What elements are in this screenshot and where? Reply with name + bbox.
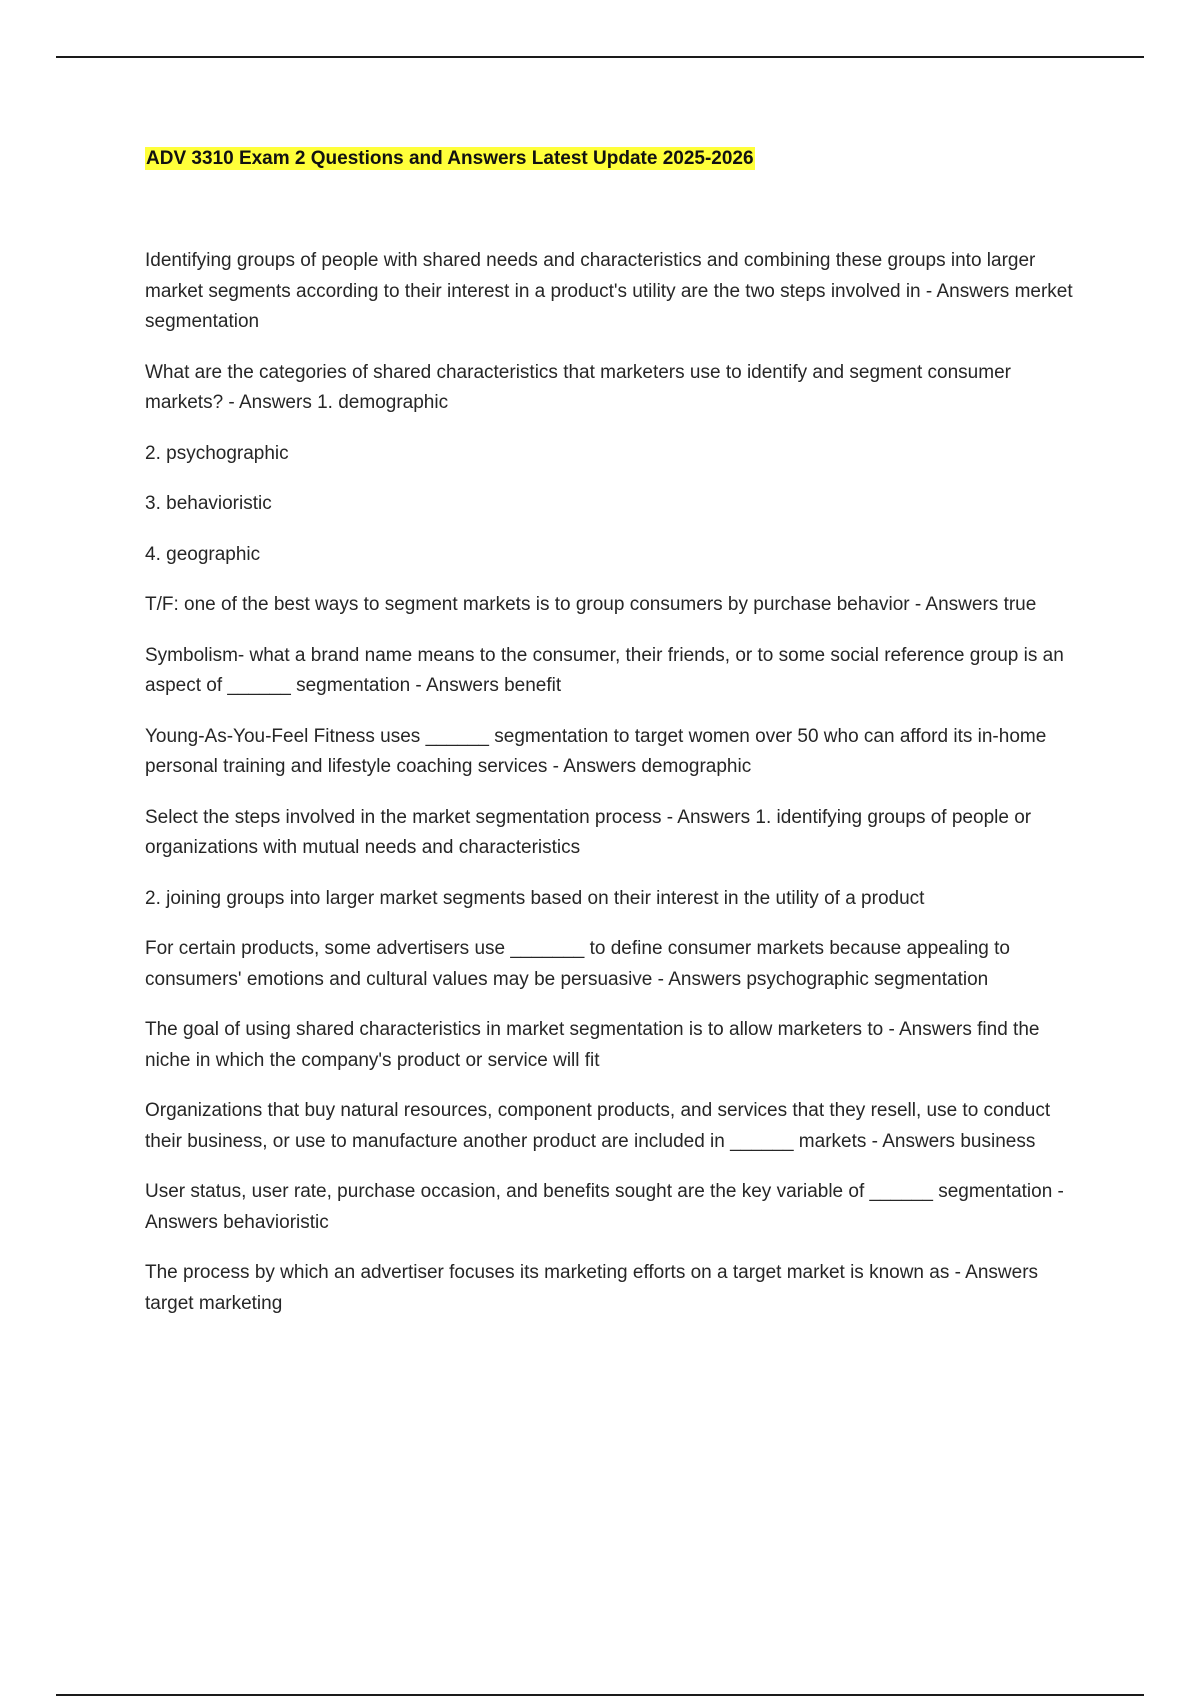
- paragraph: User status, user rate, purchase occasion, and benefits sought are the key variable of ______ segmentation - Answers behavioristic: [145, 1181, 1064, 1233]
- paragraph: T/F: one of the best ways to segment markets is to group consumers by purchase behavior - Answers true: [145, 594, 1037, 615]
- bottom-rule: [56, 1694, 1144, 1696]
- paragraph: 4. geographic: [145, 543, 261, 565]
- document-title: [145, 146, 755, 172]
- document-body: [145, 246, 1085, 1339]
- paragraph: 2. psychographic: [145, 442, 289, 464]
- paragraph: Young-As-You-Feel Fitness uses ______ segmentation to target women over 50 who can afford its in-home personal training and lifestyle coaching services - Answers demographic: [145, 725, 1047, 777]
- top-rule: [56, 56, 1144, 58]
- paragraph: The goal of using shared characteristics in market segmentation is to allow marketers to - Answers find the niche in which the company's product or service will fit: [145, 1019, 1040, 1071]
- paragraph: Identifying groups of people with shared needs and characteristics and combining these groups into larger market segments according to their interest in a product's utility are the two steps involved in - Answers merket segmentation: [145, 250, 1073, 332]
- paragraph: For certain products, some advertisers use _______ to define consumer markets because appealing to consumers' emotions and cultural values may be persuasive - Answers psychographic segmentation: [145, 938, 1010, 990]
- paragraph: Symbolism- what a brand name means to the consumer, their friends, or to some social reference group is an aspect of ______ segmentation - Answers benefit: [145, 644, 1064, 696]
- paragraph: 3. behavioristic: [145, 493, 272, 514]
- paragraph: The process by which an advertiser focuses its marketing efforts on a target market is known as - Answers target marketing: [145, 1262, 1039, 1314]
- paragraph: Select the steps involved in the market segmentation process - Answers 1. identifying groups of people or organizations with mutual needs and characteristics: [145, 806, 1032, 858]
- paragraph: What are the categories of shared characteristics that marketers use to identify and segment consumer markets? - Answers 1. demographic: [145, 361, 1011, 413]
- paragraph: 2. joining groups into larger market segments based on their interest in the utility of a product: [145, 887, 925, 909]
- title-text: ADV 3310 Exam 2 Questions and Answers Latest Update 2025-2026: [146, 148, 754, 169]
- paragraph: Organizations that buy natural resources, component products, and services that they resell, use to conduct their business, or use to manufacture another product are included in ______ markets - Answers business: [145, 1100, 1051, 1152]
